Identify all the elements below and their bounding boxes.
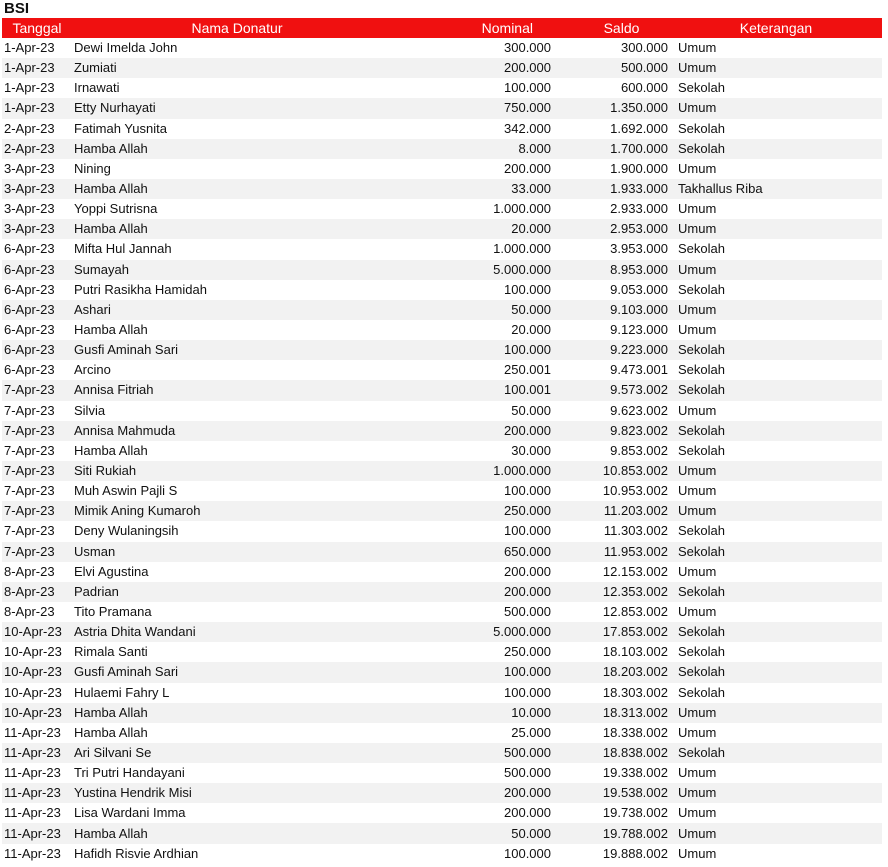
cell-keterangan[interactable]: Takhallus Riba xyxy=(678,181,763,197)
cell-saldo[interactable]: 9.053.000 xyxy=(610,281,668,297)
cell-nominal[interactable]: 200.000 xyxy=(504,60,551,76)
table-row xyxy=(2,38,882,58)
table-row xyxy=(2,602,882,622)
cell-nama-donatur[interactable]: Padrian xyxy=(74,583,119,599)
cell-nominal[interactable]: 250.000 xyxy=(504,644,551,660)
table-row xyxy=(2,260,882,280)
table-row xyxy=(2,421,882,441)
cell-saldo[interactable]: 1.900.000 xyxy=(610,160,668,176)
table-row xyxy=(2,179,882,199)
cell-tanggal[interactable]: 7-Apr-23 xyxy=(4,463,55,479)
cell-keterangan[interactable]: Umum xyxy=(678,201,717,217)
table-row xyxy=(2,219,882,239)
cell-tanggal[interactable]: 7-Apr-23 xyxy=(4,483,55,499)
cell-keterangan[interactable]: Sekolah xyxy=(678,442,725,458)
cell-nama-donatur[interactable]: Usman xyxy=(74,543,116,559)
cell-keterangan[interactable]: Umum xyxy=(678,261,717,277)
table-row xyxy=(2,521,882,541)
table-row xyxy=(2,58,882,78)
cell-keterangan[interactable]: Umum xyxy=(678,100,717,116)
cell-nominal[interactable]: 5.000.000 xyxy=(493,261,551,277)
cell-nama-donatur[interactable]: Yoppi Sutrisna xyxy=(74,201,158,217)
table-row xyxy=(2,300,882,320)
cell-keterangan[interactable]: Umum xyxy=(678,785,717,801)
table-row xyxy=(2,280,882,300)
cell-nama-donatur[interactable]: Deny Wulaningsih xyxy=(74,523,179,539)
cell-nominal[interactable]: 1.000.000 xyxy=(493,463,551,479)
cell-nominal[interactable]: 200.000 xyxy=(504,160,551,176)
cell-keterangan[interactable]: Sekolah xyxy=(678,624,725,640)
cell-saldo[interactable]: 18.203.002 xyxy=(602,664,668,680)
cell-keterangan[interactable]: Umum xyxy=(678,402,717,418)
cell-keterangan[interactable]: Umum xyxy=(678,503,717,519)
cell-nominal[interactable]: 200.000 xyxy=(504,563,551,579)
cell-saldo[interactable]: 12.153.002 xyxy=(602,563,668,579)
cell-nominal[interactable]: 300.000 xyxy=(504,40,551,56)
cell-tanggal[interactable]: 10-Apr-23 xyxy=(4,664,62,680)
table-row xyxy=(2,78,882,98)
cell-nama-donatur[interactable]: Hamba Allah xyxy=(74,825,148,841)
cell-nominal[interactable]: 200.000 xyxy=(504,805,551,821)
cell-nama-donatur[interactable]: Hafidh Risvie Ardhian xyxy=(74,845,199,861)
sheet-title: BSI xyxy=(4,0,30,17)
cell-keterangan[interactable]: Sekolah xyxy=(678,120,725,136)
header-row xyxy=(2,18,882,38)
cell-nama-donatur[interactable]: Siti Rukiah xyxy=(74,463,137,479)
cell-tanggal[interactable]: 6-Apr-23 xyxy=(4,362,55,378)
cell-tanggal[interactable]: 7-Apr-23 xyxy=(4,523,55,539)
cell-tanggal[interactable]: 1-Apr-23 xyxy=(4,100,55,116)
cell-keterangan[interactable]: Sekolah xyxy=(678,80,725,96)
cell-keterangan[interactable]: Umum xyxy=(678,563,717,579)
cell-nominal[interactable]: 8.000 xyxy=(518,140,551,156)
cell-keterangan[interactable]: Sekolah xyxy=(678,382,725,398)
cell-saldo[interactable]: 12.353.002 xyxy=(602,583,668,599)
cell-saldo[interactable]: 600.000 xyxy=(621,80,668,96)
cell-nominal[interactable]: 100.001 xyxy=(504,382,551,398)
table-row xyxy=(2,542,882,562)
cell-nama-donatur[interactable]: Ashari xyxy=(74,301,111,317)
cell-nominal[interactable]: 500.000 xyxy=(504,744,551,760)
table-row xyxy=(2,98,882,118)
cell-tanggal[interactable]: 11-Apr-23 xyxy=(4,845,61,861)
cell-nama-donatur[interactable]: Astria Dhita Wandani xyxy=(74,624,196,640)
cell-nominal[interactable]: 200.000 xyxy=(504,785,551,801)
cell-tanggal[interactable]: 11-Apr-23 xyxy=(4,825,61,841)
cell-nominal[interactable]: 33.000 xyxy=(511,181,551,197)
cell-keterangan[interactable]: Umum xyxy=(678,60,717,76)
cell-tanggal[interactable]: 2-Apr-23 xyxy=(4,120,55,136)
cell-keterangan[interactable]: Sekolah xyxy=(678,583,725,599)
cell-saldo[interactable]: 19.738.002 xyxy=(602,805,668,821)
cell-nominal[interactable]: 342.000 xyxy=(504,120,551,136)
cell-saldo[interactable]: 9.823.002 xyxy=(610,422,668,438)
table-row xyxy=(2,441,882,461)
cell-keterangan[interactable]: Sekolah xyxy=(678,644,725,660)
cell-tanggal[interactable]: 11-Apr-23 xyxy=(4,724,61,740)
cell-tanggal[interactable]: 11-Apr-23 xyxy=(4,805,61,821)
cell-keterangan[interactable]: Sekolah xyxy=(678,523,725,539)
cell-keterangan[interactable]: Sekolah xyxy=(678,140,725,156)
table-row xyxy=(2,239,882,259)
header-keterangan[interactable]: Keterangan xyxy=(739,20,813,36)
cell-keterangan[interactable]: Umum xyxy=(678,765,717,781)
cell-nominal[interactable]: 500.000 xyxy=(504,604,551,619)
cell-keterangan[interactable]: Umum xyxy=(678,301,717,317)
donation-table xyxy=(2,18,882,864)
cell-nominal[interactable]: 100.000 xyxy=(504,664,551,680)
table-row xyxy=(2,743,882,763)
cell-tanggal[interactable]: 6-Apr-23 xyxy=(4,301,55,317)
cell-nominal[interactable]: 100.000 xyxy=(504,845,551,861)
cell-saldo[interactable]: 9.623.002 xyxy=(610,402,668,418)
cell-keterangan[interactable]: Umum xyxy=(678,483,717,499)
cell-nama-donatur[interactable]: Hamba Allah xyxy=(74,221,148,237)
cell-tanggal[interactable]: 8-Apr-23 xyxy=(4,604,55,619)
cell-saldo[interactable]: 9.853.002 xyxy=(610,442,668,458)
cell-nama-donatur[interactable]: Hamba Allah xyxy=(74,181,148,197)
cell-tanggal[interactable]: 3-Apr-23 xyxy=(4,221,55,237)
cell-nominal[interactable]: 250.001 xyxy=(504,362,551,378)
cell-saldo[interactable]: 18.303.002 xyxy=(602,684,668,700)
cell-saldo[interactable]: 9.573.002 xyxy=(610,382,668,398)
cell-nama-donatur[interactable]: Lisa Wardani Imma xyxy=(74,805,186,821)
table-row xyxy=(2,320,882,340)
cell-nominal[interactable]: 500.000 xyxy=(504,765,551,781)
cell-saldo[interactable]: 2.953.000 xyxy=(610,221,668,237)
cell-tanggal[interactable]: 3-Apr-23 xyxy=(4,181,55,197)
cell-saldo[interactable]: 18.838.002 xyxy=(602,744,668,760)
cell-nominal[interactable]: 20.000 xyxy=(511,221,551,237)
cell-keterangan[interactable]: Umum xyxy=(678,825,717,841)
header-saldo[interactable]: Saldo xyxy=(603,20,640,36)
cell-keterangan[interactable]: Umum xyxy=(678,724,717,740)
cell-nama-donatur[interactable]: Ari Silvani Se xyxy=(74,744,152,760)
cell-saldo[interactable]: 19.788.002 xyxy=(602,825,668,841)
cell-nama-donatur[interactable]: Tri Putri Handayani xyxy=(74,765,185,781)
cell-nominal[interactable]: 250.000 xyxy=(504,503,551,519)
cell-nama-donatur[interactable]: Elvi Agustina xyxy=(74,563,149,579)
cell-keterangan[interactable]: Umum xyxy=(678,463,717,479)
table-row xyxy=(2,662,882,682)
cell-tanggal[interactable]: 6-Apr-23 xyxy=(4,241,55,257)
cell-nama-donatur[interactable]: Arcino xyxy=(74,362,111,378)
cell-tanggal[interactable]: 6-Apr-23 xyxy=(4,261,55,277)
cell-saldo[interactable]: 9.223.000 xyxy=(610,342,668,358)
cell-keterangan[interactable]: Sekolah xyxy=(678,744,725,760)
table-row xyxy=(2,340,882,360)
cell-tanggal[interactable]: 7-Apr-23 xyxy=(4,442,55,458)
cell-nama-donatur[interactable]: Putri Rasikha Hamidah xyxy=(74,281,207,297)
table-row xyxy=(2,823,882,843)
cell-saldo[interactable]: 11.953.002 xyxy=(603,543,668,559)
cell-saldo[interactable]: 1.692.000 xyxy=(610,120,668,136)
cell-nama-donatur[interactable]: Dewi Imelda John xyxy=(74,40,178,56)
cell-tanggal[interactable]: 1-Apr-23 xyxy=(4,80,55,96)
cell-nominal[interactable]: 100.000 xyxy=(504,281,551,297)
cell-nominal[interactable]: 200.000 xyxy=(504,422,551,438)
cell-nominal[interactable]: 100.000 xyxy=(504,483,551,499)
cell-nominal[interactable]: 650.000 xyxy=(504,543,551,559)
cell-nominal[interactable]: 30.000 xyxy=(511,442,551,458)
table-row xyxy=(2,481,882,501)
cell-keterangan[interactable]: Umum xyxy=(678,40,717,56)
header-nama-donatur[interactable]: Nama Donatur xyxy=(191,20,283,36)
cell-saldo[interactable]: 18.338.002 xyxy=(602,724,668,740)
cell-saldo[interactable]: 3.953.000 xyxy=(610,241,668,257)
cell-tanggal[interactable]: 10-Apr-23 xyxy=(4,624,62,640)
cell-keterangan[interactable]: Umum xyxy=(678,805,717,821)
cell-nama-donatur[interactable]: Hamba Allah xyxy=(74,724,148,740)
cell-nominal[interactable]: 100.000 xyxy=(504,684,551,700)
cell-nominal[interactable]: 750.000 xyxy=(504,100,551,116)
cell-saldo[interactable]: 1.933.000 xyxy=(610,181,668,197)
cell-saldo[interactable]: 19.538.002 xyxy=(602,785,668,801)
cell-keterangan[interactable]: Sekolah xyxy=(678,281,725,297)
cell-keterangan[interactable]: Umum xyxy=(678,845,717,861)
table-row xyxy=(2,562,882,582)
cell-saldo[interactable]: 9.103.000 xyxy=(610,301,668,317)
cell-saldo[interactable]: 10.953.002 xyxy=(602,483,668,499)
cell-nama-donatur[interactable]: Gusfi Aminah Sari xyxy=(74,664,179,680)
table-row xyxy=(2,360,882,380)
cell-nama-donatur[interactable]: Zumiati xyxy=(74,60,117,76)
cell-keterangan[interactable]: Umum xyxy=(678,604,717,619)
cell-keterangan[interactable]: Umum xyxy=(678,322,717,338)
cell-tanggal[interactable]: 6-Apr-23 xyxy=(4,342,55,358)
cell-tanggal[interactable]: 3-Apr-23 xyxy=(4,201,55,217)
cell-tanggal[interactable]: 6-Apr-23 xyxy=(4,322,55,338)
cell-nama-donatur[interactable]: Mifta Hul Jannah xyxy=(74,241,172,257)
cell-nominal[interactable]: 200.000 xyxy=(504,583,551,599)
cell-tanggal[interactable]: 11-Apr-23 xyxy=(4,785,61,801)
header-tanggal[interactable]: Tanggal xyxy=(12,20,62,36)
cell-saldo[interactable]: 1.350.000 xyxy=(610,100,668,116)
cell-saldo[interactable]: 2.933.000 xyxy=(610,201,668,217)
cell-nominal[interactable]: 10.000 xyxy=(511,704,551,720)
cell-keterangan[interactable]: Sekolah xyxy=(678,241,725,257)
cell-nama-donatur[interactable]: Hamba Allah xyxy=(74,322,148,338)
cell-nama-donatur[interactable]: Silvia xyxy=(74,402,106,418)
cell-nama-donatur[interactable]: Fatimah Yusnita xyxy=(74,120,167,136)
cell-nama-donatur[interactable]: Mimik Aning Kumaroh xyxy=(74,503,201,519)
table-body xyxy=(2,38,882,864)
cell-tanggal[interactable]: 7-Apr-23 xyxy=(4,382,55,398)
cell-keterangan[interactable]: Sekolah xyxy=(678,684,725,700)
cell-nama-donatur[interactable]: Annisa Mahmuda xyxy=(74,422,176,438)
cell-saldo[interactable]: 19.888.002 xyxy=(602,845,668,861)
cell-nominal[interactable]: 5.000.000 xyxy=(493,624,551,640)
table-row xyxy=(2,380,882,400)
table-row xyxy=(2,703,882,723)
cell-tanggal[interactable]: 7-Apr-23 xyxy=(4,543,55,559)
cell-nama-donatur[interactable]: Hamba Allah xyxy=(74,704,148,720)
cell-tanggal[interactable]: 1-Apr-23 xyxy=(4,60,55,76)
cell-keterangan[interactable]: Sekolah xyxy=(678,422,725,438)
cell-saldo[interactable]: 9.473.001 xyxy=(610,362,668,378)
cell-tanggal[interactable]: 8-Apr-23 xyxy=(4,583,55,599)
cell-nominal[interactable]: 100.000 xyxy=(504,342,551,358)
table-row xyxy=(2,844,882,864)
table-row xyxy=(2,461,882,481)
cell-nama-donatur[interactable]: Yustina Hendrik Misi xyxy=(74,785,192,801)
cell-saldo[interactable]: 12.853.002 xyxy=(602,604,668,619)
cell-nominal[interactable]: 100.000 xyxy=(504,80,551,96)
cell-nama-donatur[interactable]: Rimala Santi xyxy=(74,644,148,660)
table-row xyxy=(2,501,882,521)
cell-nama-donatur[interactable]: Tito Pramana xyxy=(74,604,152,619)
cell-nominal[interactable]: 50.000 xyxy=(511,301,551,317)
cell-tanggal[interactable]: 7-Apr-23 xyxy=(4,422,55,438)
cell-tanggal[interactable]: 8-Apr-23 xyxy=(4,563,55,579)
cell-saldo[interactable]: 18.313.002 xyxy=(602,704,668,720)
cell-nama-donatur[interactable]: Hamba Allah xyxy=(74,442,148,458)
cell-tanggal[interactable]: 10-Apr-23 xyxy=(4,704,62,720)
cell-saldo[interactable]: 11.203.002 xyxy=(603,503,668,519)
cell-nama-donatur[interactable]: Annisa Fitriah xyxy=(74,382,154,398)
cell-tanggal[interactable]: 3-Apr-23 xyxy=(4,160,55,176)
table-row xyxy=(2,401,882,421)
cell-nominal[interactable]: 1.000.000 xyxy=(493,241,551,257)
cell-keterangan[interactable]: Umum xyxy=(678,160,717,176)
cell-tanggal[interactable]: 2-Apr-23 xyxy=(4,140,55,156)
cell-saldo[interactable]: 17.853.002 xyxy=(602,624,668,640)
cell-nominal[interactable]: 100.000 xyxy=(504,523,551,539)
cell-nama-donatur[interactable]: Nining xyxy=(74,160,111,176)
table-row xyxy=(2,803,882,823)
cell-saldo[interactable]: 300.000 xyxy=(621,40,668,56)
cell-tanggal[interactable]: 7-Apr-23 xyxy=(4,402,55,418)
cell-tanggal[interactable]: 10-Apr-23 xyxy=(4,684,62,700)
cell-nominal[interactable]: 20.000 xyxy=(511,322,551,338)
table-row xyxy=(2,622,882,642)
table-row xyxy=(2,139,882,159)
cell-nominal[interactable]: 25.000 xyxy=(511,724,551,740)
cell-tanggal[interactable]: 11-Apr-23 xyxy=(4,765,61,781)
cell-nama-donatur[interactable]: Sumayah xyxy=(74,261,129,277)
cell-tanggal[interactable]: 1-Apr-23 xyxy=(4,40,55,56)
table-row xyxy=(2,683,882,703)
table-row xyxy=(2,199,882,219)
cell-nama-donatur[interactable]: Gusfi Aminah Sari xyxy=(74,342,179,358)
cell-saldo[interactable]: 10.853.002 xyxy=(602,463,668,479)
header-nominal[interactable]: Nominal xyxy=(481,20,533,36)
table-row xyxy=(2,763,882,783)
cell-tanggal[interactable]: 7-Apr-23 xyxy=(4,503,55,519)
cell-nominal[interactable]: 1.000.000 xyxy=(493,201,551,217)
cell-nama-donatur[interactable]: Muh Aswin Pajli S xyxy=(74,483,178,499)
cell-saldo[interactable]: 1.700.000 xyxy=(610,140,668,156)
cell-tanggal[interactable]: 11-Apr-23 xyxy=(4,744,61,760)
cell-nama-donatur[interactable]: Hamba Allah xyxy=(74,140,148,156)
cell-keterangan[interactable]: Sekolah xyxy=(678,342,725,358)
cell-keterangan[interactable]: Umum xyxy=(678,704,717,720)
cell-nama-donatur[interactable]: Etty Nurhayati xyxy=(74,100,156,116)
cell-keterangan[interactable]: Sekolah xyxy=(678,664,725,680)
cell-saldo[interactable]: 500.000 xyxy=(621,60,668,76)
cell-tanggal[interactable]: 6-Apr-23 xyxy=(4,281,55,297)
table-row xyxy=(2,159,882,179)
table-row xyxy=(2,582,882,602)
cell-nominal[interactable]: 50.000 xyxy=(511,825,551,841)
cell-saldo[interactable]: 9.123.000 xyxy=(610,322,668,338)
cell-saldo[interactable]: 8.953.000 xyxy=(610,261,668,277)
cell-keterangan[interactable]: Sekolah xyxy=(678,362,725,378)
table-row xyxy=(2,119,882,139)
cell-keterangan[interactable]: Sekolah xyxy=(678,543,725,559)
cell-saldo[interactable]: 11.303.002 xyxy=(603,523,668,539)
table-row xyxy=(2,642,882,662)
cell-keterangan[interactable]: Umum xyxy=(678,221,717,237)
cell-tanggal[interactable]: 10-Apr-23 xyxy=(4,644,62,660)
cell-nama-donatur[interactable]: Irnawati xyxy=(74,80,120,96)
cell-saldo[interactable]: 18.103.002 xyxy=(602,644,668,660)
table-row xyxy=(2,783,882,803)
table-row xyxy=(2,723,882,743)
cell-nama-donatur[interactable]: Hulaemi Fahry L xyxy=(74,684,170,700)
cell-nominal[interactable]: 50.000 xyxy=(511,402,551,418)
cell-saldo[interactable]: 19.338.002 xyxy=(602,765,668,781)
